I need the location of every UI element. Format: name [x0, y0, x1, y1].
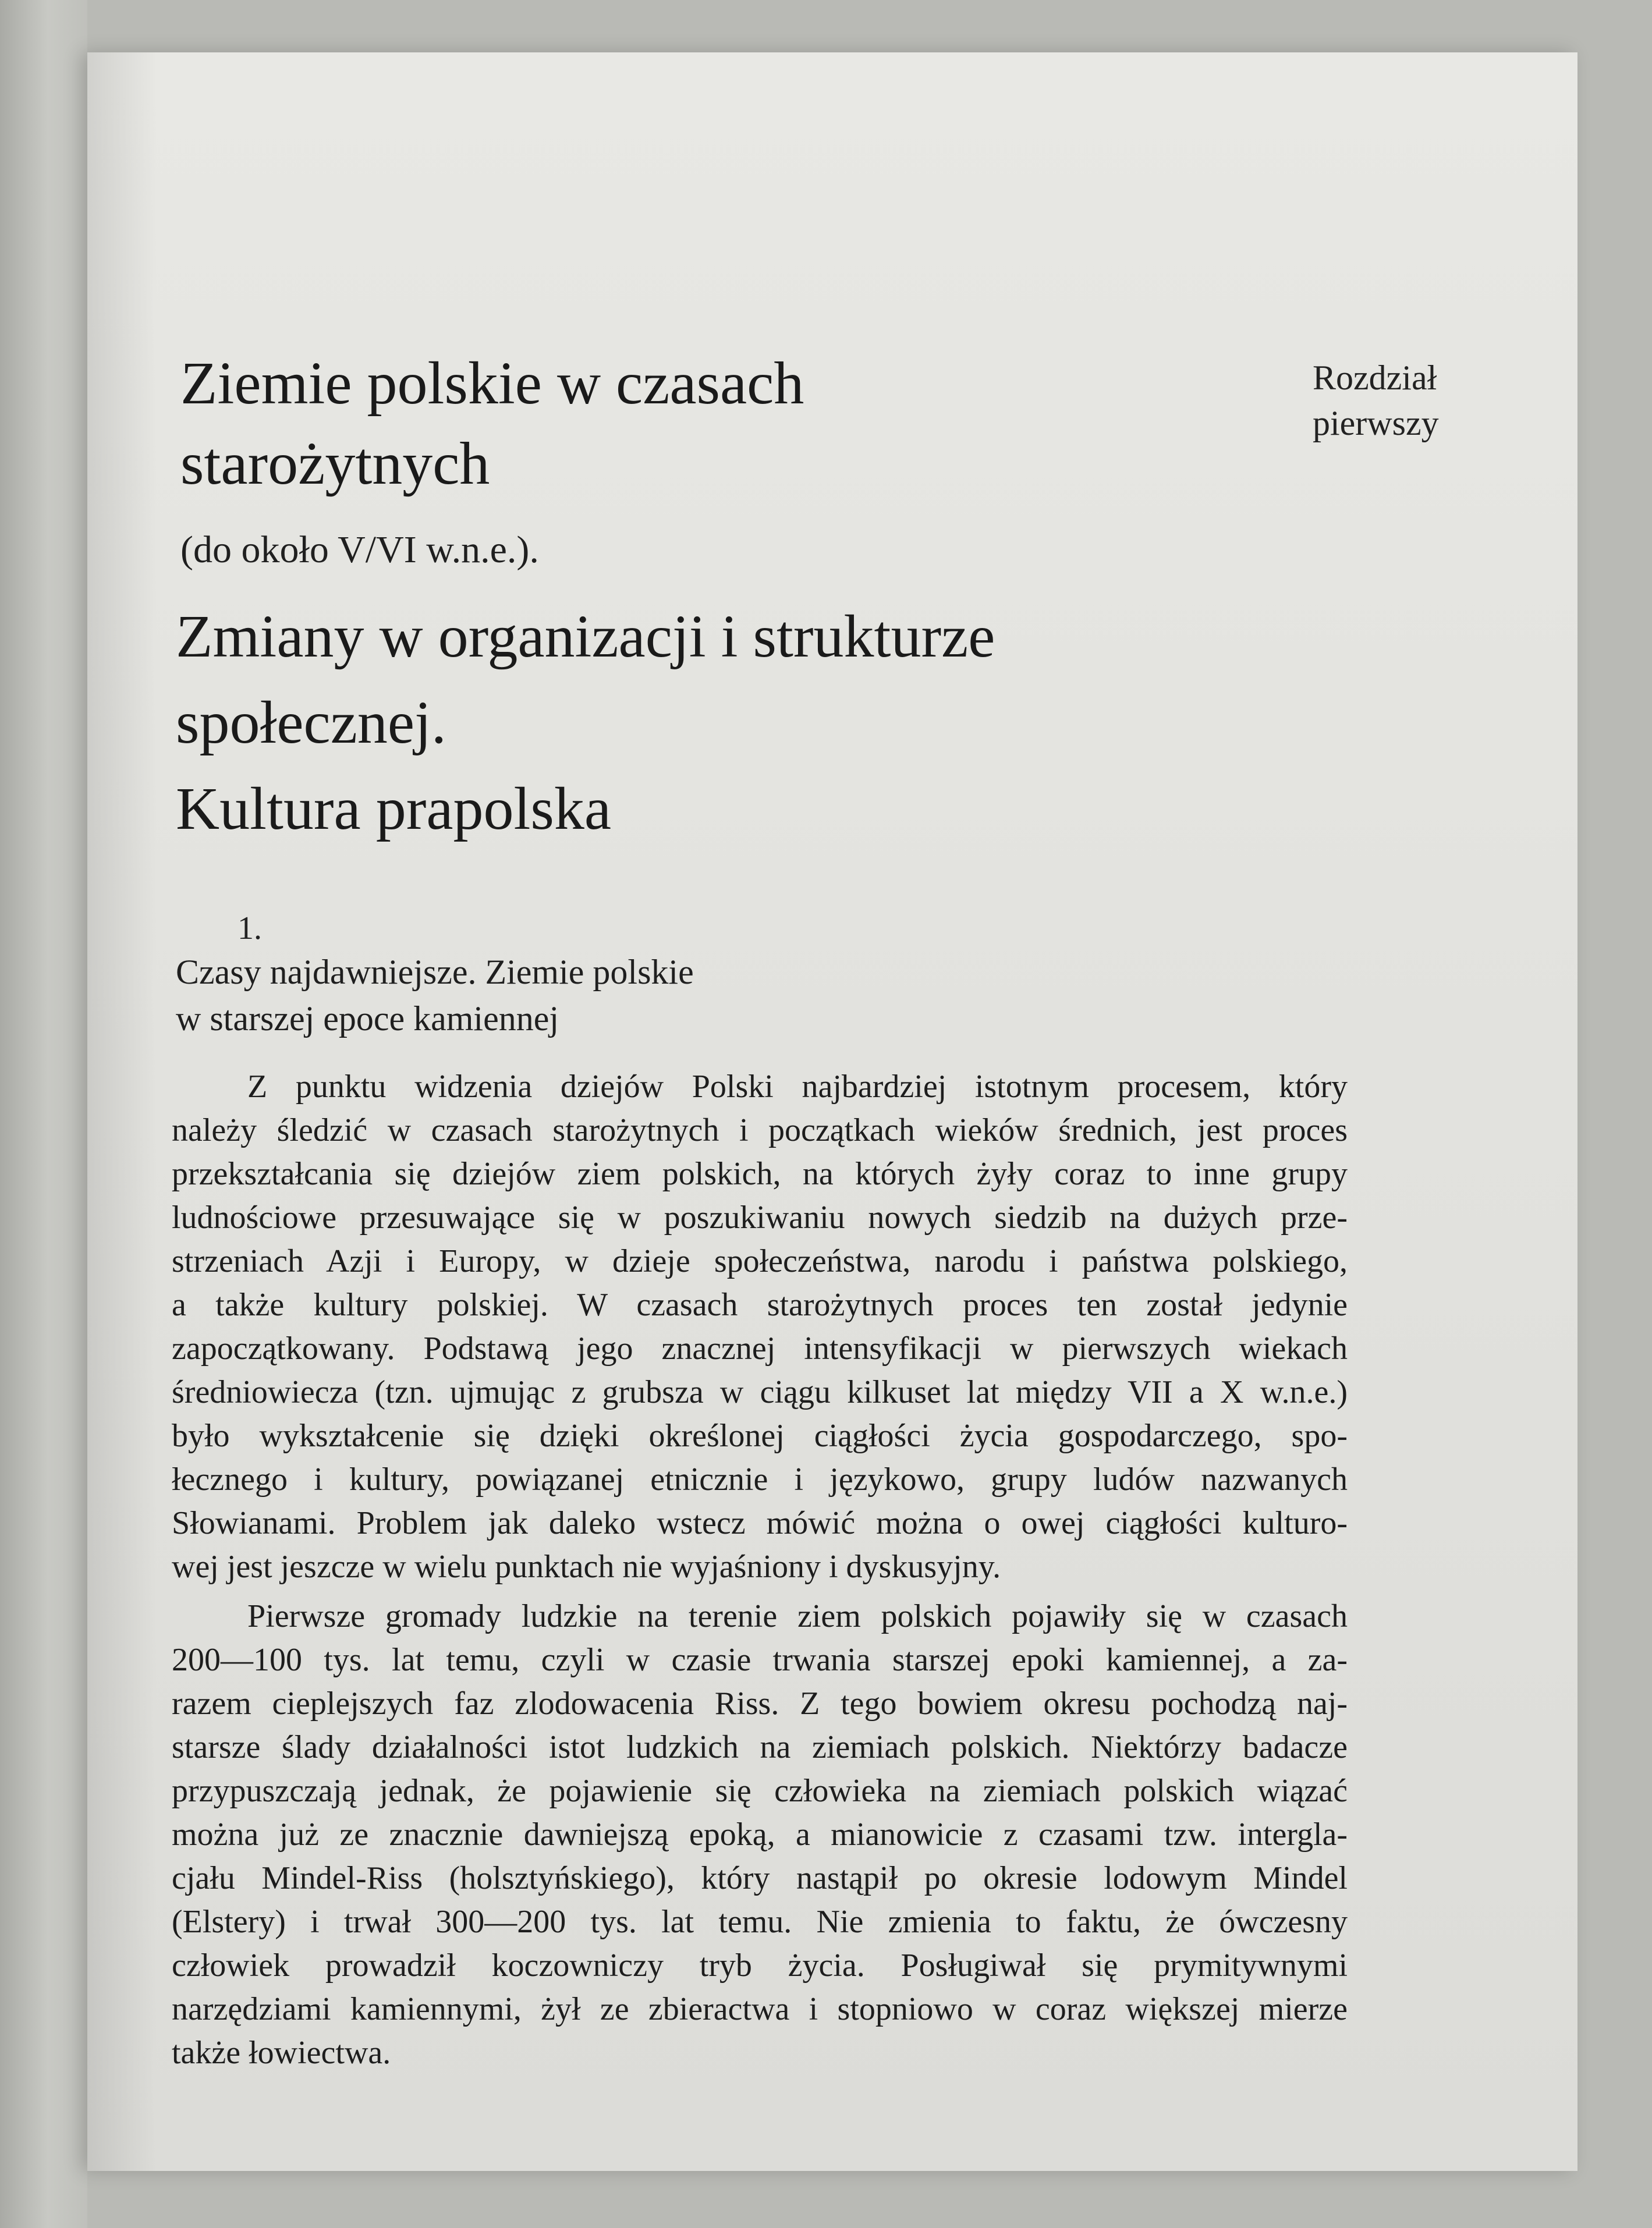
section-number: 1. — [237, 910, 262, 946]
text-line: łecznego i kultury, powiązanej etnicznie i językowo, grupy ludów nazwanych — [172, 1461, 1348, 1498]
text-line: także łowiectwa. — [172, 2035, 391, 2071]
text-line: razem cieplejszych faz zlodowacenia Riss. Z tego bowiem okresu pochodzą naj- — [172, 1686, 1348, 1722]
chapter-title-line: Ziemie polskie w czasach — [180, 350, 804, 417]
chapter-label-line: Rozdział — [1313, 359, 1437, 397]
text-line: Pierwsze gromady ludzkie na terenie ziem polskich pojawiły się w czasach — [247, 1598, 1348, 1634]
text-line: narzędziami kamiennymi, żył ze zbieractwa i stopniowo w coraz większej mierze — [172, 1991, 1348, 2027]
text-line: przekształcania się dziejów ziem polskich, na których żyły coraz to inne grupy — [172, 1156, 1348, 1192]
text-line: a także kultury polskiej. W czasach starożytnych proces ten został jedynie — [172, 1287, 1348, 1323]
book-page — [87, 52, 1577, 2171]
text-line: ludnościowe przesuwające się w poszukiwaniu nowych siedzib na dużych prze- — [172, 1200, 1348, 1236]
facing-page-edge — [0, 0, 87, 2228]
text-line: (Elstery) i trwał 300—200 tys. lat temu. Nie zmienia to faktu, że ówczesny — [172, 1904, 1348, 1940]
chapter-period: (do około V/VI w.n.e.). — [180, 528, 539, 571]
text-line: cjału Mindel-Riss (holsztyńskiego), który nastąpił po okresie lodowym Mindel — [172, 1860, 1348, 1896]
text-line: Słowianami. Problem jak daleko wstecz mówić można o owej ciągłości kulturo- — [172, 1505, 1348, 1541]
text-line: człowiek prowadził koczowniczy tryb życia. Posługiwał się prymitywnymi — [172, 1947, 1348, 1984]
section-title-line: Czasy najdawniejsze. Ziemie polskie — [176, 953, 694, 991]
chapter-title — [180, 343, 804, 504]
section-title-line: w starszej epoce kamiennej — [176, 999, 559, 1038]
paragraph — [172, 1065, 1348, 1589]
text-line: przypuszczają jednak, że pojawienie się człowieka na ziemiach polskich wiązać — [172, 1773, 1348, 1809]
section-title — [176, 949, 694, 1042]
text-line: należy śledzić w czasach starożytnych i początkach wieków średnich, jest proces — [172, 1112, 1348, 1148]
chapter-subtitle-line: Zmiany w organizacji i strukturze — [176, 603, 995, 670]
chapter-subtitle-line: społecznej. — [176, 689, 446, 756]
text-line: Z punktu widzenia dziejów Polski najbardziej istotnym procesem, który — [247, 1069, 1348, 1105]
text-line: średniowiecza (tzn. ujmując z grubsza w ciągu kilkuset lat między VII a X w.n.e.) — [172, 1374, 1348, 1410]
text-line: było wykształcenie się dzięki określonej ciągłości życia gospodarczego, spo- — [172, 1418, 1348, 1454]
text-line: wej jest jeszcze w wielu punktach nie wyjaśniony i dyskusyjny. — [172, 1549, 1001, 1585]
paragraph-gap — [172, 1589, 1348, 1595]
text-line: 200—100 tys. lat temu, czyli w czasie trwania starszej epoki kamiennej, a za- — [172, 1642, 1348, 1678]
chapter-title-line: starożytnych — [180, 430, 490, 497]
body-text — [172, 1065, 1348, 2075]
text-line: zapoczątkowany. Podstawą jego znacznej intensyfikacji w pierwszych wiekach — [172, 1331, 1348, 1367]
text-line: starsze ślady działalności istot ludzkich na ziemiach polskich. Niektórzy badacze — [172, 1729, 1348, 1765]
chapter-label-line: pierwszy — [1313, 404, 1439, 442]
chapter-subtitle — [176, 594, 995, 852]
paragraph — [172, 1595, 1348, 2075]
chapter-subtitle-line: Kultura prapolska — [176, 775, 612, 842]
page-gutter-shadow — [87, 52, 157, 2171]
text-line: strzeniach Azji i Europy, w dzieje społeczeństwa, narodu i państwa polskiego, — [172, 1243, 1348, 1279]
chapter-label — [1313, 355, 1439, 446]
text-line: można już ze znacznie dawniejszą epoką, a mianowicie z czasami tzw. intergla- — [172, 1817, 1348, 1853]
